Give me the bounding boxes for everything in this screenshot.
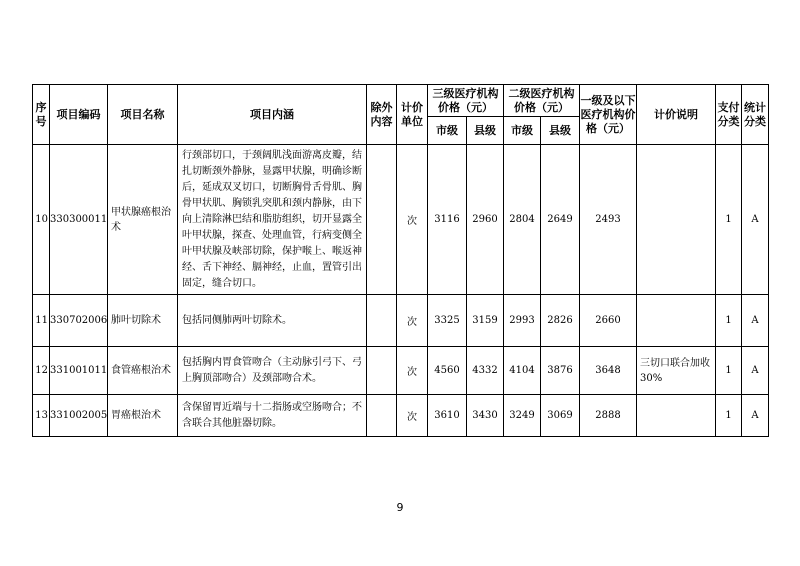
cell-tier3-city: 3610 [428,395,467,437]
cell-pricing-note [637,145,716,295]
header-tier3-city: 市级 [428,117,467,145]
header-pricing-note: 计价说明 [637,85,716,145]
pricing-table [32,84,769,437]
table-row [33,145,769,295]
header-content: 项目内涵 [178,85,367,145]
cell-stats: A [742,347,769,395]
cell-unit: 次 [397,145,428,295]
header-code: 项目编码 [50,85,108,145]
header-payment-class: 支付分类 [716,85,742,145]
cell-tier1: 2493 [580,145,637,295]
cell-seq: 13 [33,395,50,437]
cell-payment: 1 [716,395,742,437]
cell-pricing-note [637,395,716,437]
cell-exclusions [367,395,397,437]
cell-tier3-county: 4332 [467,347,504,395]
cell-name: 胃癌根治术 [108,395,178,437]
cell-tier1: 3648 [580,347,637,395]
cell-tier2-county: 2649 [541,145,580,295]
cell-seq: 12 [33,347,50,395]
cell-content: 含保留胃近端与十二指肠或空肠吻合；不含联合其他脏器切除。 [178,395,367,437]
cell-tier2-city: 4104 [504,347,541,395]
cell-tier1: 2660 [580,295,637,347]
header-row-top [33,85,769,117]
cell-tier2-city: 2804 [504,145,541,295]
cell-tier2-county: 2826 [541,295,580,347]
cell-tier3-county: 2960 [467,145,504,295]
page-number: 9 [396,501,404,514]
cell-pricing-note [637,295,716,347]
cell-tier2-county: 3876 [541,347,580,395]
header-tier2-city: 市级 [504,117,541,145]
cell-tier3-city: 3116 [428,145,467,295]
header-tier3-price: 三级医疗机构价格（元） [428,85,504,117]
cell-unit: 次 [397,295,428,347]
cell-unit: 次 [397,395,428,437]
cell-pricing-note: 三切口联合加收30% [637,347,716,395]
cell-content: 包括同侧肺两叶切除术。 [178,295,367,347]
cell-stats: A [742,395,769,437]
header-exclusions: 除外内容 [367,85,397,145]
cell-unit: 次 [397,347,428,395]
cell-stats: A [742,295,769,347]
cell-seq: 11 [33,295,50,347]
cell-tier3-county: 3159 [467,295,504,347]
cell-seq: 10 [33,145,50,295]
cell-code: 331001011 [50,347,108,395]
table-row [33,347,769,395]
cell-tier2-city: 3249 [504,395,541,437]
cell-exclusions [367,295,397,347]
header-seq: 序号 [33,85,50,145]
header-tier3-county: 县级 [467,117,504,145]
header-stats-class: 统计分类 [742,85,769,145]
table-row [33,295,769,347]
cell-name: 食管癌根治术 [108,347,178,395]
cell-tier3-city: 3325 [428,295,467,347]
cell-name: 甲状腺癌根治术 [108,145,178,295]
cell-code: 330300011 [50,145,108,295]
cell-stats: A [742,145,769,295]
header-tier1-price: 一级及以下医疗机构价格（元） [580,85,637,145]
cell-content: 包括胸内胃食管吻合（主动脉引弓下、弓上胸顶部吻合）及颈部吻合术。 [178,347,367,395]
cell-exclusions [367,145,397,295]
cell-content: 行颈部切口，于颈阔肌浅面游离皮瓣，结扎切断颈外静脉，显露甲状腺，明确诊断后，延成双叉切口，切断胸骨舌骨肌、胸骨甲状肌、胸锁乳突肌和颈内静脉，由下向上清除淋巴结和脂肪组织，切开显露全叶甲状腺，探查、处理血管，行病变侧全叶甲状腺及峡部切除，保护喉上、喉返神经、舌下神经、膈神经，止血，置管引出固定，缝合切口。 [178,145,367,295]
cell-tier2-city: 2993 [504,295,541,347]
cell-code: 331002005 [50,395,108,437]
cell-tier3-city: 4560 [428,347,467,395]
header-tier2-price: 二级医疗机构价格（元） [504,85,580,117]
cell-exclusions [367,347,397,395]
table-row [33,395,769,437]
header-tier2-county: 县级 [541,117,580,145]
cell-tier2-county: 3069 [541,395,580,437]
cell-payment: 1 [716,295,742,347]
cell-payment: 1 [716,347,742,395]
cell-tier3-county: 3430 [467,395,504,437]
cell-code: 330702006 [50,295,108,347]
header-unit: 计价单位 [397,85,428,145]
header-name: 项目名称 [108,85,178,145]
cell-name: 肺叶切除术 [108,295,178,347]
cell-tier1: 2888 [580,395,637,437]
cell-payment: 1 [716,145,742,295]
